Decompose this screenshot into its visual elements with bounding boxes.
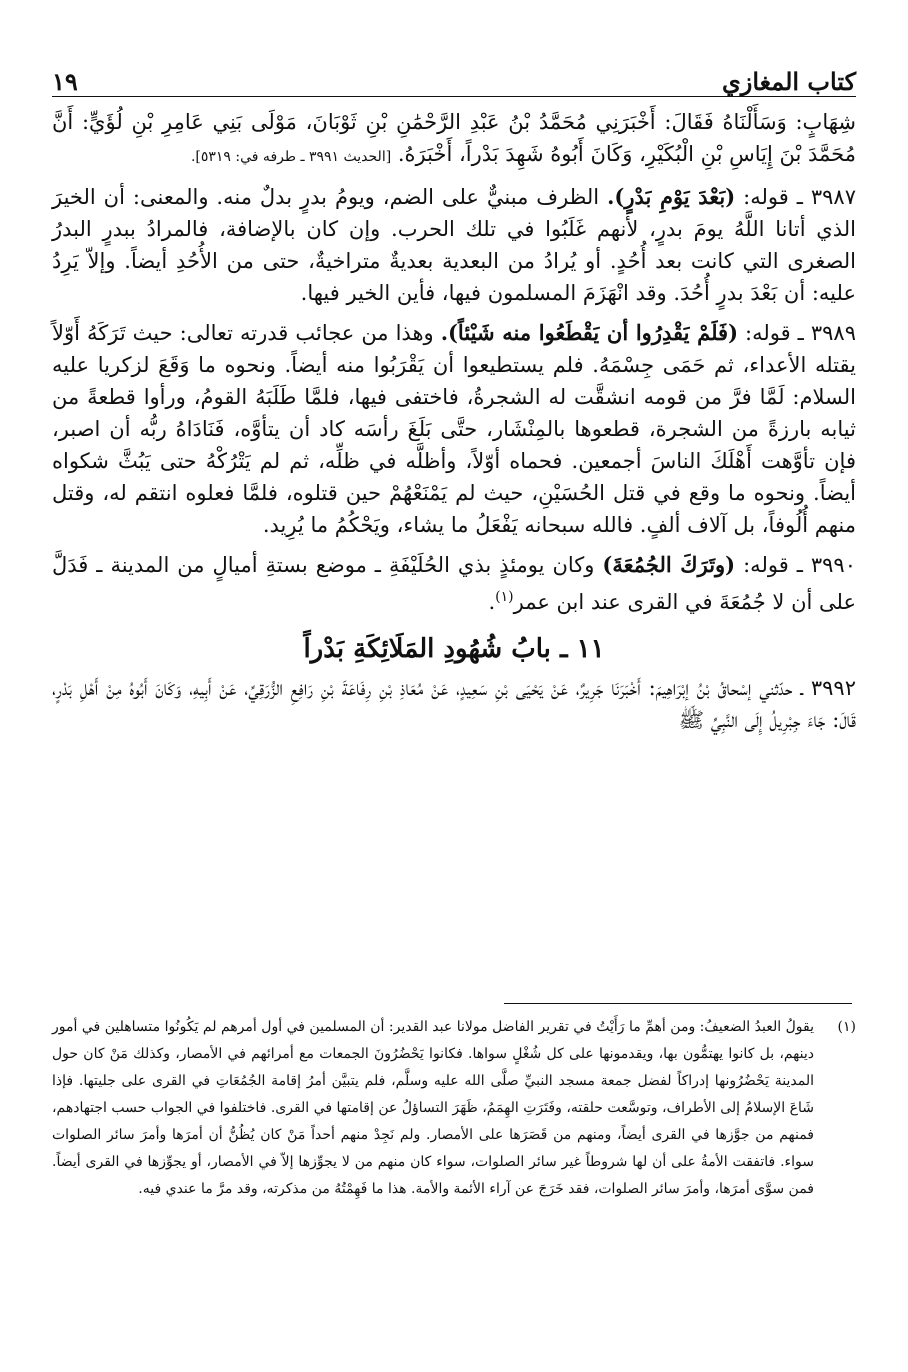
commentary-text: وهذا من عجائب قدرته تعالى: حيث تَرَكَهُ أَوّلاً يقتله الأعداء، ثم حَمَى جِسْمَهُ. فلم يستطيعوا أن يَقْرَبُوا منه أيضاً. ونحوه ما وَقَعَ لزكريا عليه السلام: لَمَّا فرَّ من قومه انشقَّت له الشجرةُ، فاختفى فيها، فلمَّا طَلَبَهُ القومُ، ورأوا قطعةً من ثيابه بارزةً من الشجرة، قطعوها بالمِنْشَار، حتَّى بَلَغَ رأسَه كاد أن يتأوَّه، فَنَادَاهُ ربُّه أن اصبر، فإن تأوَّهت أَهْلَكَ الناسَ أجمعين. فحماه أوّلاً، وأظلَّه في ظلِّه، ثم لم يَتْرُكْهُ حتى يَبُثَّ شكواه أيضاً. ونحوه ما وقع في قتل الحُسَيْنِ، حيث لم يَمْنَعْهُمْ حين قتلوه، فلمَّا فعلوه انتقم له، وقتل منهم أُلُوفاً، بل آلاف ألفٍ. فالله سبحانه يَفْعَلُ ما يشاء، ويَحْكُمُ ما يُرِيد.	[52, 321, 856, 537]
footnote-text: يقولُ العبدُ الضعيفُ: ومن أهمِّ ما رَأَيْتُ في تقرير الفاضل مولانا عبد القدير: أن المسلمين في أول أمرهم لم يَكُونُوا متساهلين في أمور دينهم، بل كانوا يهتمُّون بها، ويقدمونها على كل شُغْلٍ سواها. فكانوا يَحْضُرُونَ الجمعات مع أمرائهم في الأمصار، وكذلك مَنْ كان حول المدينة يَحْضُرُونها إدراكاً لفضل جمعة مسجد النبيِّ صلَّى الله عليه وسلَّم، فلم يتبيَّن أمرُ إقامة الجُمُعَاتِ في القرى على جليتها. فإذا شَاعَ الإسلامُ إلى الأطراف، وتوسَّعت حلقته، وفَتَرَتِ الهِمَمُ، ظَهَرَ التساؤلُ عن إقامتها في القرى. فاختلفوا في الجواب حسب اجتهادهم، فمنهم من جوَّزها في القرى أيضاً، ومنهم من قَصَرَها على الأمصار. ولم نَجِدْ منهم أحداً مَنْ كان يُظُنُّ أن أمرَها وأمرَ سائر الصلوات سواء. فاتفقت الأمةُ على أن لها شروطاً غير سائر الصلوات، سواء كان منهم من لا يجوِّزها إلاّ في الأمصار، أو يجوِّزها في القرى أيضاً. فمن سوَّى أمرَها، وأمرَ سائر الصلوات، فقد خَرَجَ عن آراء الأئمة والأمة. هذا ما فَهِمْتُهُ من مذكرته، وقد مرَّ ما عندي فيه.	[52, 1019, 814, 1197]
paragraph-hadith-3992	[52, 672, 856, 736]
hadith-reference: [الحديث ٣٩٩١ ـ طرفه في: ٥٣١٩].	[190, 149, 392, 165]
main-text	[52, 106, 856, 744]
hadith-text: ٣٩٩٢ ـ حدّثني إسْحاقُ بْنُ إبْرَاهِيمَ: أَخْبَرَنَا جَرِيرٌ، عَنْ يَحْيَى بْنِ سَعِيدٍ، عَنْ مُعَاذِ بْنِ رِفَاعَةَ بْنِ رَافِعِ الزُّرَقِيِّ، عَنْ أَبِيهِ، وَكَانَ أَبُوهُ مِنْ أَهْلِ بَدْرٍ، قَالَ: جَاءَ جِبْرِيلُ إِلَى النَّبِيِّ ﷺ	[52, 676, 856, 732]
header-divider	[52, 96, 856, 97]
paragraph-hadith-3991	[52, 106, 856, 173]
footnote-divider	[504, 1003, 852, 1004]
chapter-heading: ١١ ـ بابُ شُهُودِ المَلَائِكَةِ بَدْراً	[303, 634, 605, 664]
footnote-number: (١)	[837, 1019, 856, 1035]
hadith-text: شِهَابٍ: وَسَأَلْنَاهُ فَقَالَ: أَخْبَرَنِي مُحَمَّدُ بْنُ عَبْدِ الرَّحْمَٰنِ بْنِ ثَوْبَانَ، مَوْلَى بَنِي عَامِرِ بْنِ لُؤَيٍّ: أَنَّ مُحَمَّدَ بْنَ إِيَاسِ بْنِ الْبُكَيْرِ، وَكَانَ أَبُوهُ شَهِدَ بَدْراً، أَخْبَرَهُ.	[52, 110, 856, 166]
footnote-item	[52, 1014, 856, 1203]
commentary-quote: (بَعْدَ يَوْمِ بَدْرٍ).	[607, 184, 736, 209]
footnote-reference[interactable]: (١)	[495, 589, 514, 605]
sentence-end: .	[488, 590, 496, 614]
page-number: ١٩	[52, 67, 78, 96]
footnotes	[52, 1014, 856, 1203]
commentary-quote: (فَلَمْ يَقْدِرُوا أن يَقْطَعُوا منه شَيْئاً).	[440, 320, 739, 345]
paragraph-commentary-3989	[52, 317, 856, 541]
commentary-number: ٣٩٩٠ ـ قوله:	[735, 553, 856, 577]
commentary-text: وكان يومئذٍ بذي الحُلَيْفَةِ ـ موضع بستةِ أميالٍ من المدينة ـ فَدَلَّ على أن لا جُمُعَةَ في القرى عند ابن عمر	[52, 553, 856, 614]
paragraph-commentary-3990	[52, 549, 856, 618]
commentary-number: ٣٩٨٧ ـ قوله:	[735, 185, 856, 209]
commentary-quote: (وتَرَكَ الجُمُعَةَ)	[602, 552, 736, 577]
commentary-text: الظرف مبنيٌّ على الضم، ويومُ بدرٍ بدلٌ منه. والمعنى: أن الخيرَ الذي أتانا اللَّهُ يومَ بدرٍ، لأنهم غَلَبُوا في تلك الحرب. وإن كان بالإضافة، فالمرادُ ببدرٍ البدرُ الصغرى التي كانت بعد أُحُدٍ. أو يُرادُ من البعدية بعديةٌ متراخيةٌ، حتى من الأُحُدِ أيضاً. وإلاّ يَرِدُ عليه: أن بَعْدَ بدرٍ أُحُدَ. وقد انْهَزَمَ المسلمون فيها، فأين الخير فيها.	[52, 185, 856, 305]
running-title: كتاب المغازي	[721, 67, 856, 96]
paragraph-commentary-3987	[52, 181, 856, 309]
page-header	[52, 52, 856, 96]
commentary-number: ٣٩٨٩ ـ قوله:	[738, 321, 856, 345]
